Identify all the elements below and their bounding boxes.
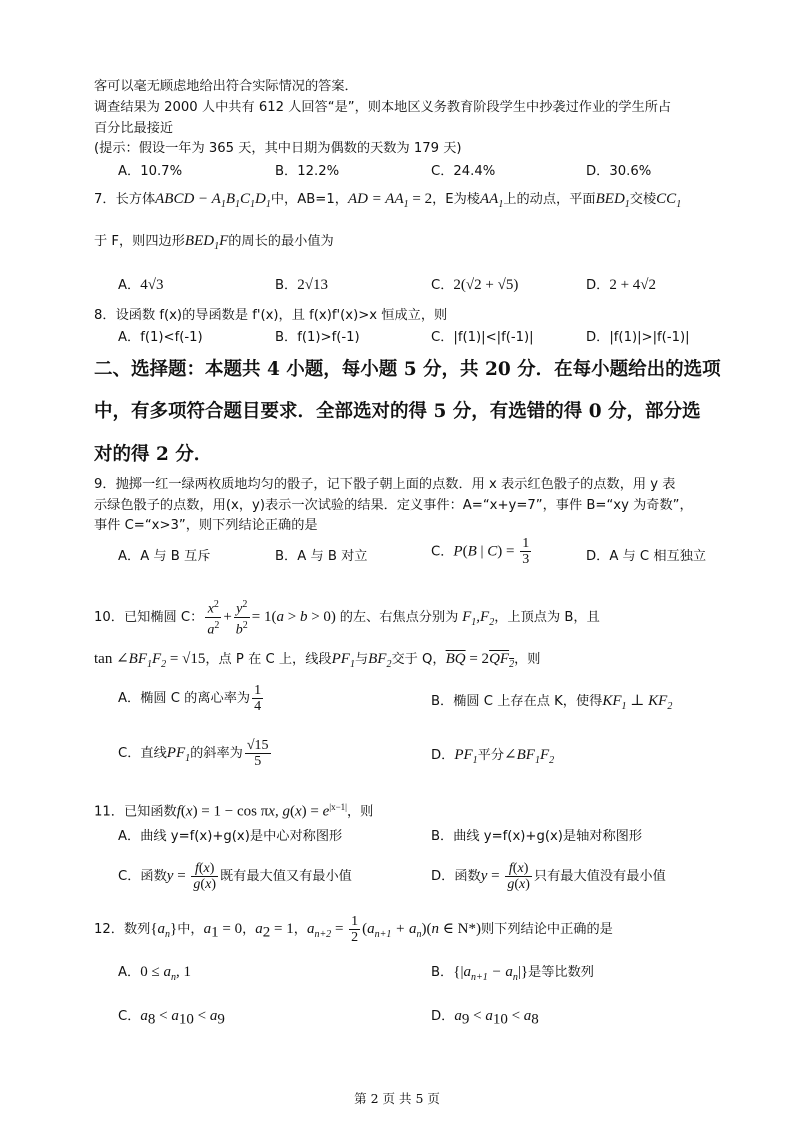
q10-line1: 10．已知椭圆 C： $\frac{x^2}{a^2}$ + $\frac{y^2}{b^2}$ = 1(a > b > 0) 的左、右焦点分别为 $F_1,F_2$，上顶点为 B，且 [94, 599, 600, 638]
q8-option-c: C．|f(1)|<|f(-1)| [431, 330, 534, 345]
q8-option-d: D．|f(1)|>|f(-1)| [586, 330, 690, 345]
q7-option-c: C．2(√2 + √5) [431, 277, 519, 293]
q7-line1: 7．长方体ABCD − $A_1B_1C_1D_1$中，AB=1，AD = $AA_1 = 2$，E为棱$AA_1$上的动点，平面$BED_1$交棱$CC_1$ [94, 191, 682, 210]
section2-line1: 二、选择题：本题共 4 小题，每小题 5 分，共 20 分．在每小题给出的选项 [94, 359, 721, 380]
q6-option-d: D．30.6% [586, 164, 652, 179]
q8-line1: 8．设函数 f(x)的导函数是 f'(x)，且 f(x)f'(x)>x 恒成立，则 [94, 308, 448, 323]
section2-line3: 对的得 2 分． [94, 444, 213, 465]
q6-option-b: B．12.2% [275, 164, 340, 179]
page-footer: 第 2 页 共 5 页 [354, 1091, 440, 1106]
section2-line2: 中，有多项符合题目要求．全部选对的得 5 分，有选错的得 0 分，部分选 [94, 401, 701, 422]
q11-option-c: C．函数y = $\frac{f(x)}{g(x)}$ 既有最大值又有最小值 [118, 860, 352, 892]
q10-option-b: B．椭圆 C 上存在点 K，使得$KF_1$ ⊥ $KF_2$ [431, 693, 673, 712]
q9-option-a: A．A 与 B 互斥 [118, 549, 211, 564]
q7-option-b: B．2√13 [275, 277, 328, 293]
q12-option-c: C．$a_8 < a_{10} < a_9$ [118, 1008, 225, 1028]
q9-line1: 9．抛掷一红一绿两枚质地均匀的骰子，记下骰子朝上面的点数．用 x 表示红色骰子的点数，用 y 表 [94, 477, 676, 492]
q10-option-c: C．直线$PF_1$的斜率为 $\frac{√15}{5}$ [118, 737, 269, 769]
q12-option-d: D．$a_9 < a_{10} < a_8$ [431, 1008, 539, 1028]
q12-option-b: B．$\{|a_{n+1} - a_n|\}$是等比数列 [431, 964, 594, 983]
q6-option-a: A．10.7% [118, 164, 183, 179]
q10-option-d: D．$PF_1$平分$\angle BF_1F_2$ [431, 747, 555, 766]
q10-option-a: A．椭圆 C 的离心率为 $\frac{1}{4}$ [118, 682, 262, 714]
q9-option-c: C．P(B | C) = $\frac{1}{3}$ [431, 536, 530, 567]
q6-line3: 百分比最接近 [94, 121, 174, 136]
q9-line2: 示绿色骰子的点数，用(x，y)表示一次试验的结果．定义事件：A=“x+y=7”，事件 B=“xy 为奇数”， [94, 498, 693, 513]
q11-line1: 11．已知函数f(x) = 1 − cos πx, $g(x) = e^{|x-1|}$，则 [94, 802, 374, 820]
q11-option-a: A．曲线 y=f(x)+g(x)是中心对称图形 [118, 829, 343, 844]
q9-option-b: B．A 与 B 对立 [275, 549, 368, 564]
q9-option-d: D．A 与 C 相互独立 [586, 549, 707, 564]
q6-option-c: C．24.4% [431, 164, 496, 179]
q8-option-a: A．f(1)<f(-1) [118, 330, 203, 345]
q7-option-a: A．4√3 [118, 277, 164, 293]
q8-option-b: B．f(1)>f(-1) [275, 330, 360, 345]
q12-option-a: A．$0 \le a_n$, 1 [118, 964, 191, 983]
q10-line2: $\tan \angle BF_1F_2 = √15$，点 P 在 C 上，线段$PF_1$与$BF_2$交于 Q，$\overline{BQ} = 2QF_2$，则 [94, 651, 541, 670]
q6-line2: 调查结果为 2000 人中共有 612 人回答“是”，则本地区义务教育阶段学生中抄袭过作业的学生所占 [94, 100, 672, 115]
q7-option-d: D．2 + 4√2 [586, 277, 657, 293]
q11-option-b: B．曲线 y=f(x)+g(x)是轴对称图形 [431, 829, 643, 844]
q6-line4: (提示：假设一年为 365 天，其中日期为偶数的天数为 179 天) [94, 141, 462, 156]
q7-line2: 于 F，则四边形$BED_1F$的周长的最小值为 [94, 233, 334, 252]
q11-option-d: D．函数y = $\frac{f(x)}{g(x)}$ 只有最大值没有最小值 [431, 860, 666, 892]
q9-line3: 事件 C=“x>3”，则下列结论正确的是 [94, 518, 318, 533]
q6-line1: 客可以毫无顾虑地给出符合实际情况的答案． [94, 79, 358, 94]
q12-line1: 12．数列$\{a_n\}$中，$a_1 = 0$，$a_2 = 1$，$a_{n+2}$ = $\frac{1}{2}$ $(a_{n+1} + a_n)(n$ ∈ N*)则下列结论中正确的是 [94, 913, 613, 945]
